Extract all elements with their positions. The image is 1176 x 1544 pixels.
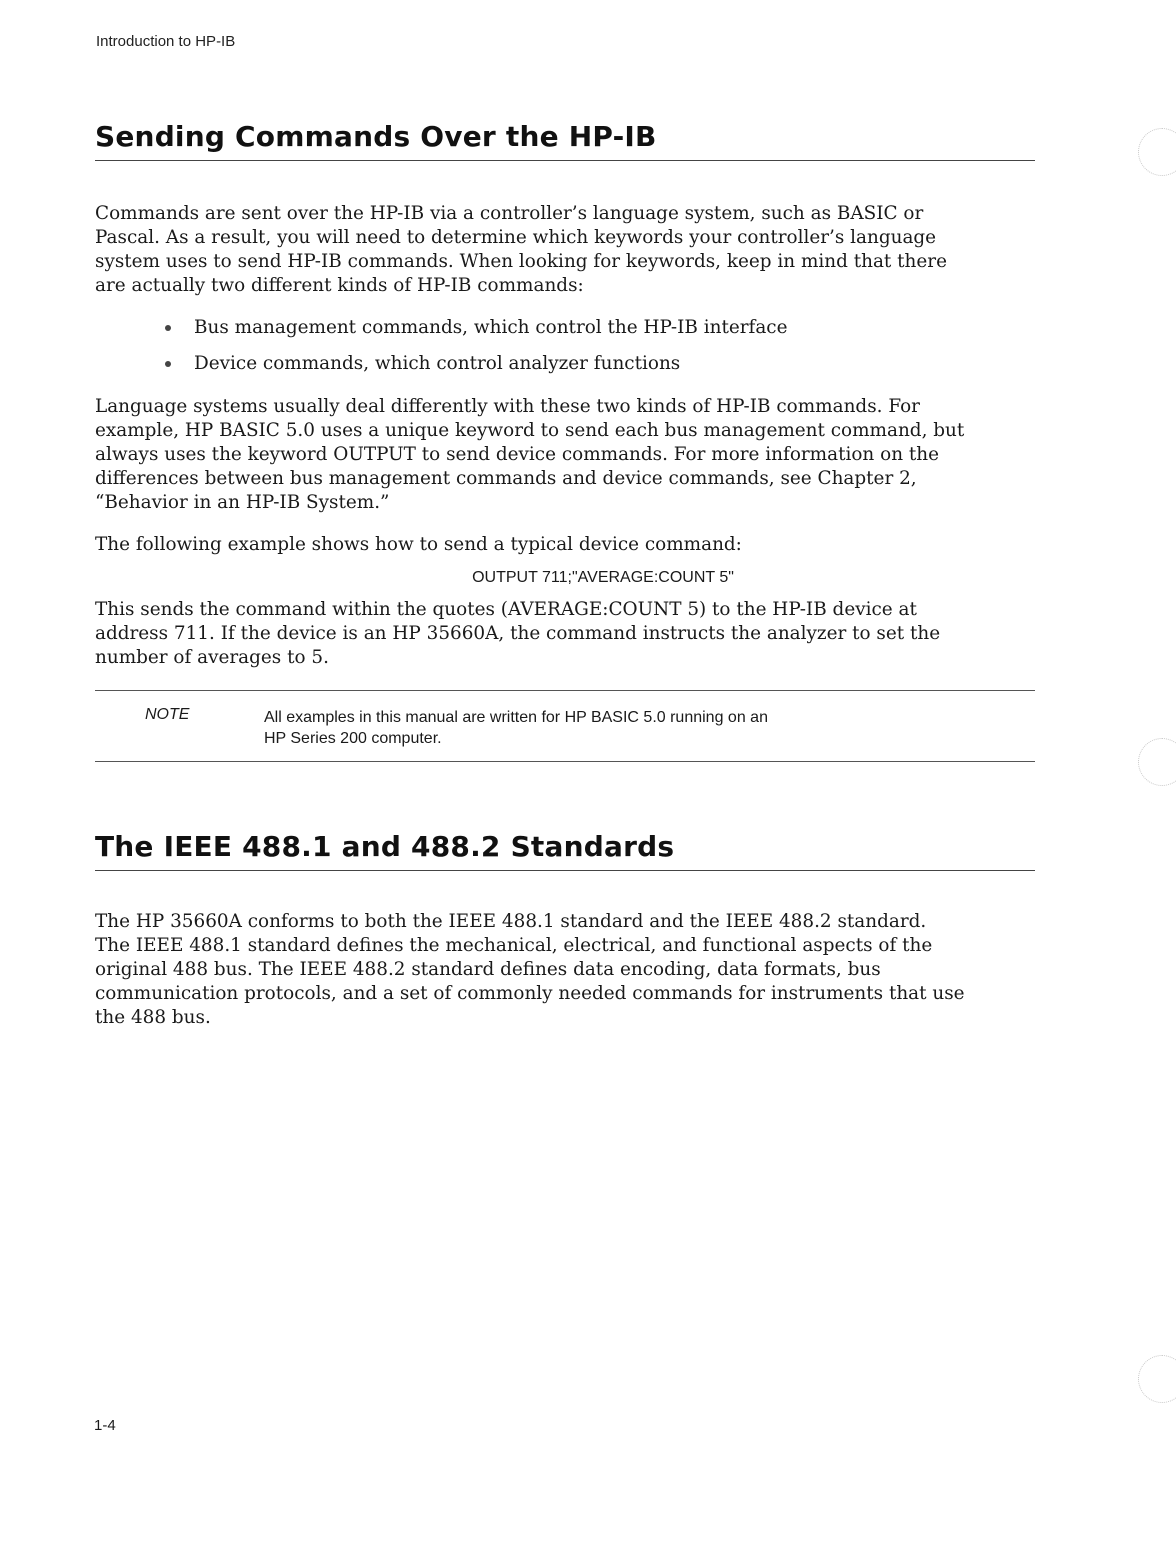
bullet-dot-icon (165, 325, 171, 331)
note-line: HP Series 200 computer. (264, 730, 442, 747)
command-kinds-list (165, 316, 1025, 376)
bullet-dot-icon (165, 361, 171, 367)
note-label: NOTE (145, 706, 190, 723)
section-sending-commands (95, 120, 1035, 161)
intro-line: are actually two different kinds of HP-IB commands: (95, 275, 584, 296)
language-line: example, HP BASIC 5.0 uses a unique keyword to send each bus management command, but (95, 420, 965, 441)
intro-paragraph (95, 202, 1035, 298)
intro-line: Pascal. As a result, you will need to determine which keywords your controller’s language (95, 227, 937, 248)
explanation-line: address 711. If the device is an HP 35660A, the command instructs the analyzer to set the (95, 623, 941, 644)
ieee-paragraph (95, 910, 1035, 1030)
code-example: OUTPUT 711;"AVERAGE:COUNT 5" (472, 569, 734, 586)
binder-hole-mark (1138, 128, 1176, 176)
ieee-line: The IEEE 488.1 standard defines the mechanical, electrical, and functional aspects of the (95, 935, 933, 956)
language-line: Language systems usually deal differently with these two kinds of HP-IB commands. For (95, 396, 920, 417)
intro-line: Commands are sent over the HP-IB via a controller’s language system, such as BASIC or (95, 203, 924, 224)
list-item (165, 352, 1025, 376)
explanation-line: number of averages to 5. (95, 647, 329, 668)
language-paragraph (95, 395, 1035, 515)
example-intro-paragraph (95, 533, 1035, 557)
note-box (95, 690, 1035, 762)
language-line: always uses the keyword OUTPUT to send device commands. For more information on the (95, 444, 940, 465)
binder-hole-mark (1138, 738, 1176, 786)
ieee-line: original 488 bus. The IEEE 488.2 standard defines data encoding, data formats, bus (95, 959, 881, 980)
language-line: “Behavior in an HP-IB System.” (95, 492, 390, 513)
explanation-line: This sends the command within the quotes (AVERAGE:COUNT 5) to the HP-IB device at (95, 599, 917, 620)
section-ieee-standards (95, 830, 1035, 871)
binder-hole-mark (1138, 1355, 1176, 1403)
page-number: 1-4 (94, 1417, 116, 1434)
intro-line: system uses to send HP-IB commands. When looking for keywords, keep in mind that there (95, 251, 947, 272)
bullet-text: Bus management commands, which control the HP-IB interface (194, 317, 788, 338)
ieee-line: The HP 35660A conforms to both the IEEE 488.1 standard and the IEEE 488.2 standard. (95, 911, 927, 932)
list-item (165, 316, 1025, 340)
note-text (264, 707, 964, 749)
language-line: differences between bus management commands and device commands, see Chapter 2, (95, 468, 917, 489)
explanation-paragraph (95, 598, 1035, 670)
section-title-sending-commands: Sending Commands Over the HP-IB (95, 120, 1035, 161)
note-line: All examples in this manual are written for HP BASIC 5.0 running on an (264, 709, 768, 726)
running-header: Introduction to HP-IB (96, 33, 236, 50)
ieee-line: communication protocols, and a set of commonly needed commands for instruments that use (95, 983, 965, 1004)
bullet-text: Device commands, which control analyzer functions (194, 353, 681, 374)
ieee-line: the 488 bus. (95, 1007, 211, 1028)
example-intro-line: The following example shows how to send a typical device command: (95, 534, 742, 555)
section-title-ieee-standards: The IEEE 488.1 and 488.2 Standards (95, 830, 1035, 871)
